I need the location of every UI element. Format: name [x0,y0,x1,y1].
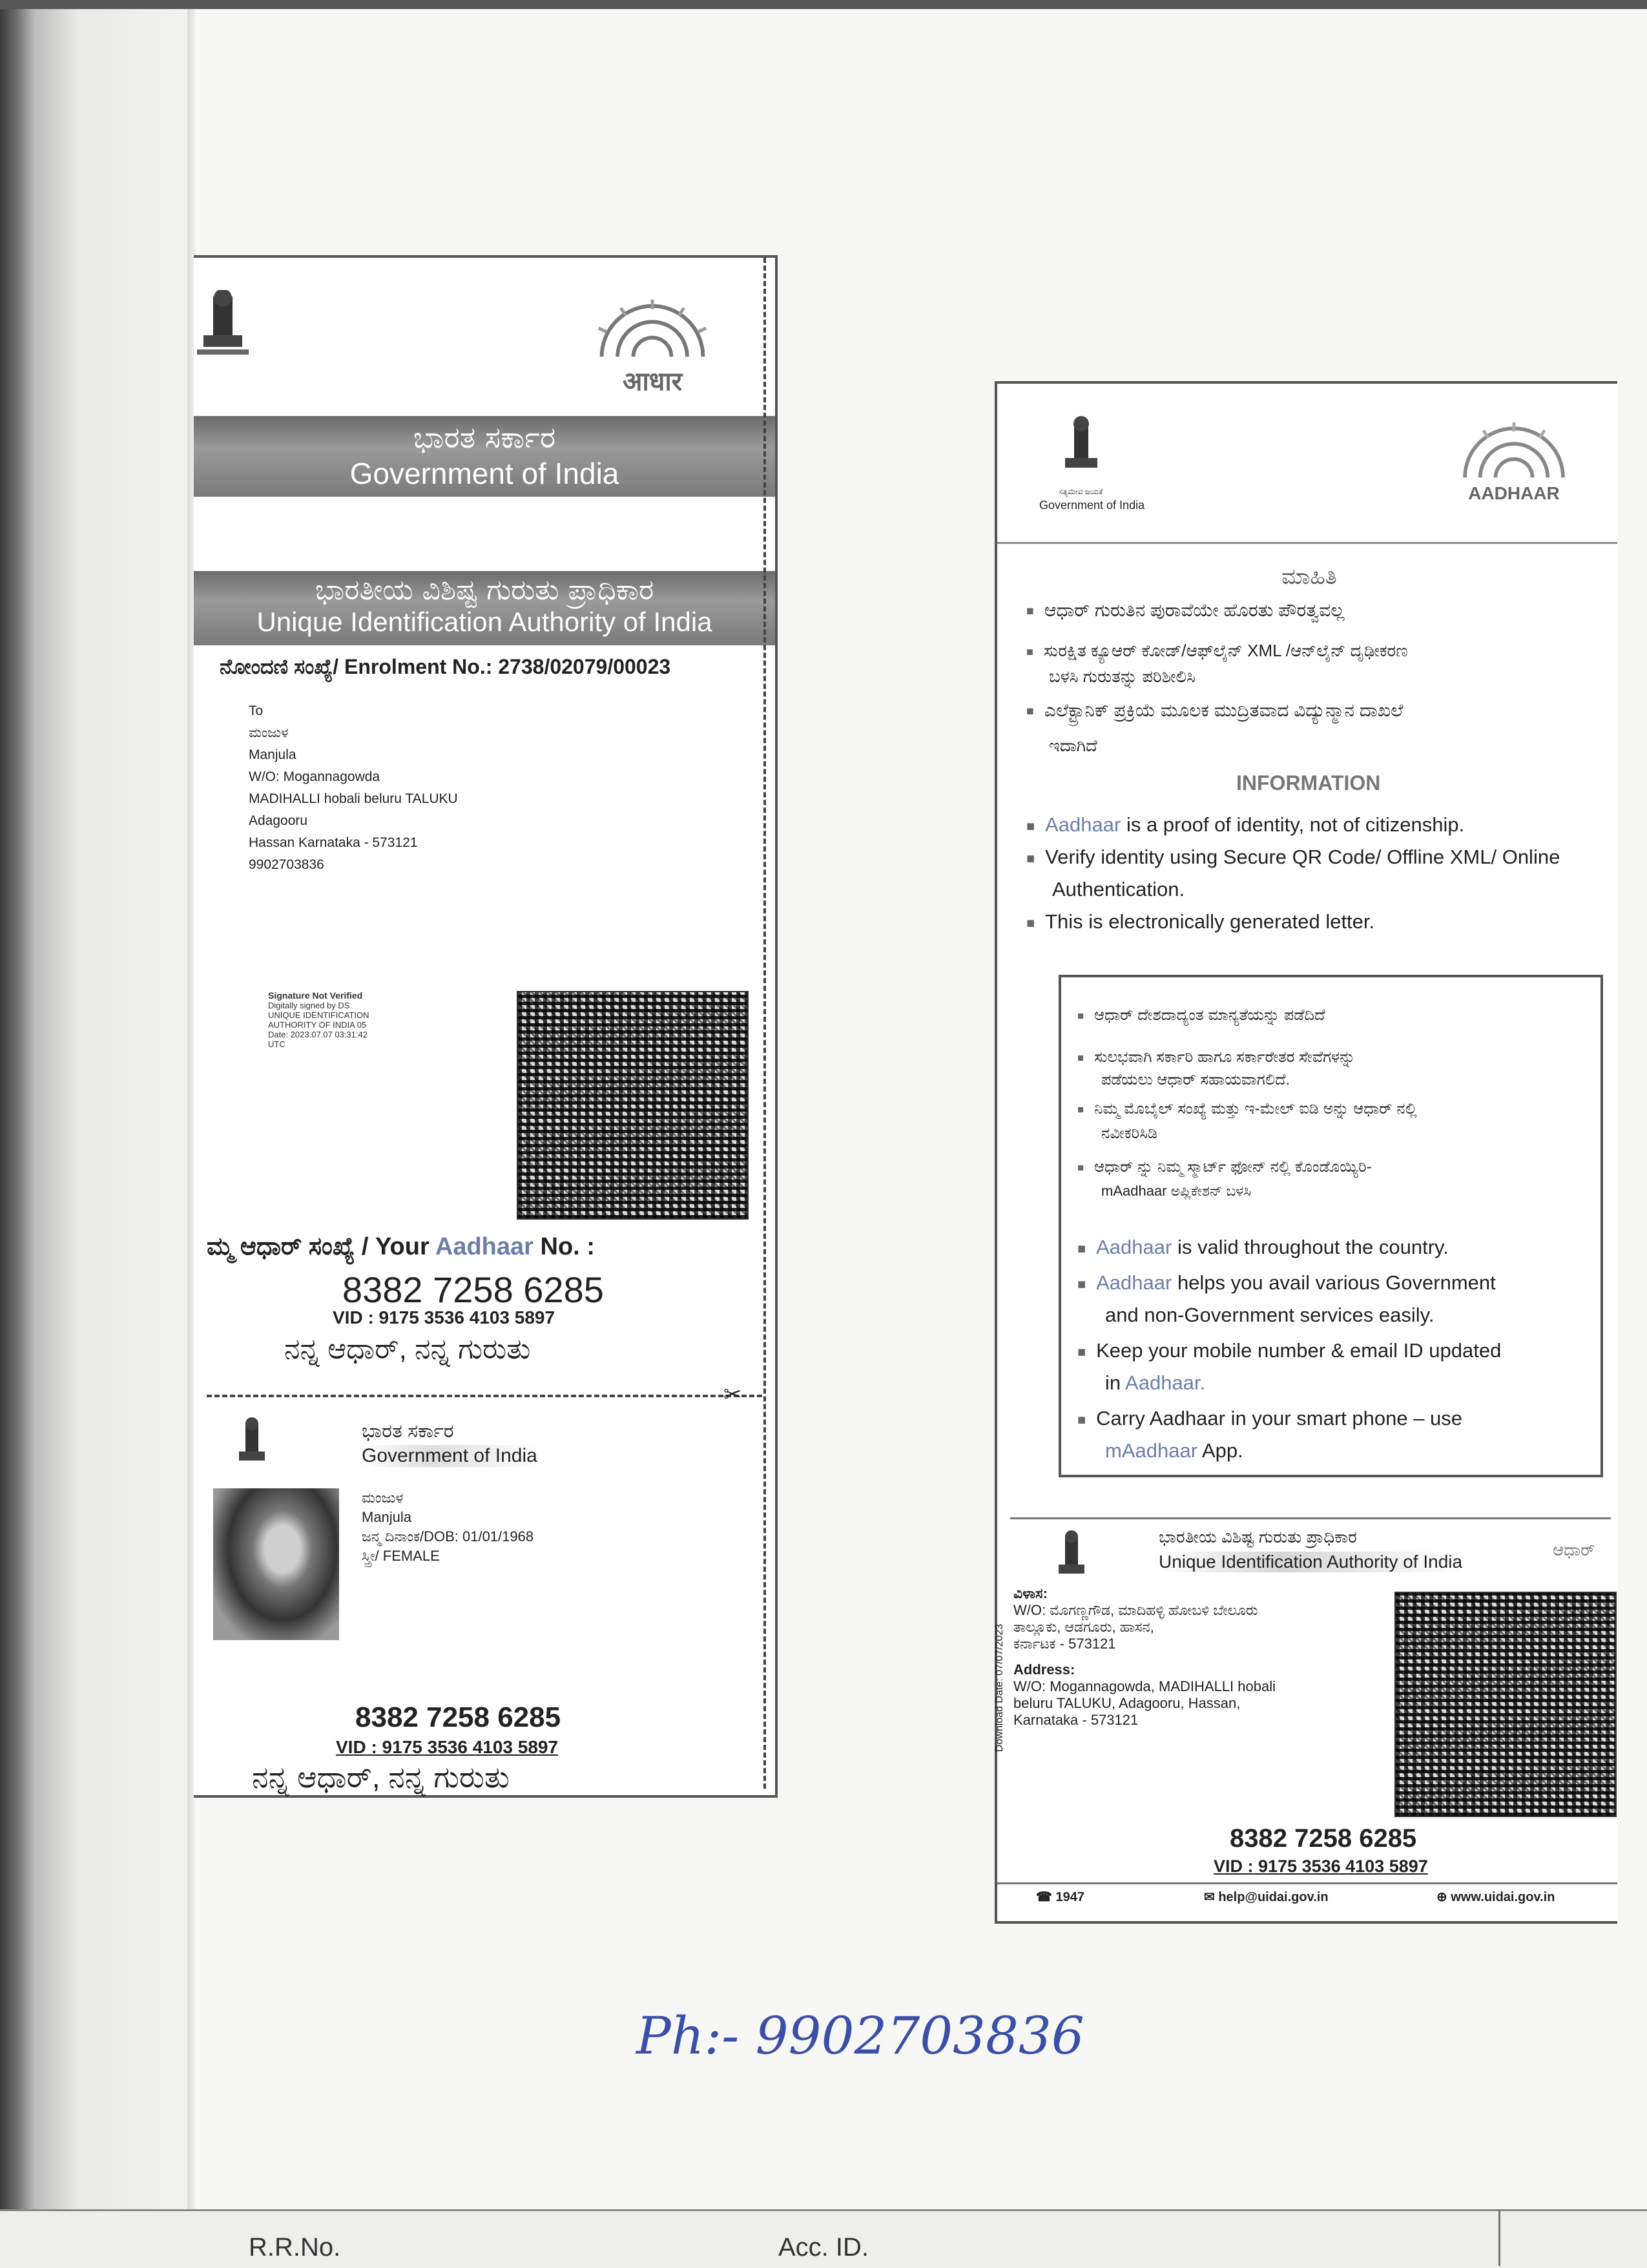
box-kn-0: ■ ಆಧಾರ್ ದೇಶದಾದ್ಯಂತ ಮಾನ್ಯತೆಯನ್ನು ಪಡೆದಿದೆ [1077,1006,1325,1025]
footer-email-value: help@uidai.gov.in [1218,1890,1329,1904]
addr-kn-2: ಕರ್ನಾಟಕ - 573121 [1013,1636,1116,1652]
info-en-0-brand: Aadhaar [1045,813,1121,836]
info-kn-4: ಇದಾಗಿದೆ [1049,736,1097,755]
right-aadhaar-logo [1436,419,1591,510]
card-name: Manjula [362,1509,412,1525]
right-qr-code [1394,1592,1617,1817]
addr-phone: 9902703836 [249,857,324,872]
aadhaar-logo [581,297,723,397]
gov-band [194,416,775,497]
sig-line3: AUTHORITY OF INDIA 05 [268,1020,367,1030]
box-en-2: and non-Government services easily. [1105,1304,1435,1326]
uidai-band [194,571,775,645]
right-emblem-icon [1059,416,1104,487]
info-en-title: INFORMATION [1236,771,1381,795]
card-tagline: ನನ್ನ ಆಧಾರ್, ನನ್ನ ಗುರುತು [252,1760,510,1794]
box-en-4-b: in [1105,1371,1126,1394]
right-card-logo-text: ಆಧಾರ್ [1553,1540,1595,1559]
right-aadhaar-letter [995,381,1617,1924]
box-en-5: ■ Carry Aadhaar in your smart phone – use [1077,1407,1462,1430]
card-gov-kn: ಭಾರತ ಸರ್ಕಾರ [362,1420,454,1442]
aadhaar-label-end: No. : [533,1233,595,1260]
card-gov-en: Government of India [362,1445,537,1466]
card-vid: VID : 9175 3536 4103 5897 [336,1737,559,1757]
aadhaar-label-kn: ಮ್ಮ ಆಧಾರ್ ಸಂಖ್ಯೆ [207,1233,355,1260]
uidai-en: Unique Identification Authority of India [256,607,712,637]
box-en-0 [1077,1236,1449,1259]
box-kn-2: ಪಡೆಯಲು ಆಧಾರ್ ಸಹಾಯವಾಗಲಿದೆ. [1101,1071,1290,1088]
footer-web [1436,1889,1555,1905]
info-kn-title: ಮಾಹಿತಿ [1281,565,1337,589]
addr-en-2: Karnataka - 573121 [1013,1712,1139,1728]
cut-line [207,1395,762,1397]
sig-line5: UTC [268,1039,285,1049]
addr-en-label: Address: [1013,1661,1075,1678]
info-kn-0: ■ ಆಧಾರ್ ಗುರುತಿನ ಪುರಾವೆಯೇ ಹೊರತು ಪೌರತ್ವವಲ್ಲ [1026,600,1345,621]
card-aadhaar-number: 8382 7258 6285 [355,1701,561,1733]
vid-number: VID : 9175 3536 4103 5897 [333,1307,555,1327]
right-card-address [1013,1585,1276,1729]
info-en-1: ■ Verify identity using Secure QR Code/ Offline XML/ Online [1026,846,1560,869]
right-card-uidai-en: Unique Identification Authority of India [1159,1552,1463,1572]
card-gender: ಸ್ತ್ರೀ/ FEMALE [362,1548,440,1564]
box-kn-3: ■ ನಿಮ್ಮ ಮೊಬೈಲ್ ಸಂಖ್ಯೆ ಮತ್ತು ಇ-ಮೇಲ್ ಐಡಿ ಅನ್ನು ಆಧಾರ್ ನಲ್ಲಿ [1077,1100,1417,1118]
box-en-1 [1077,1271,1496,1295]
right-card-vid: VID : 9175 3536 4103 5897 [1214,1857,1428,1876]
addr-kn-0: W/O: ಮೊಗಣ್ಣಗೌಡ, ಮಾದಿಹಳ್ಳಿ ಹೋಬಳಿ ಬೇಲೂರು [1013,1602,1258,1618]
card-dob: ಜನ್ಮ ದಿನಾಂಕ/DOB: 01/01/1968 [362,1528,534,1545]
info-kn-3: ■ ಎಲೆಕ್ಟ್ರಾನಿಕ್ ಪ್ರಕ್ರಿಯೆ ಮೂಲಕ ಮುದ್ರಿತವಾದ ವಿದ್ಯುನ್ಮಾನ ದಾಖಲೆ [1026,700,1403,722]
addr-line1: MADIHALLI hobali beluru TALUKU [249,791,458,806]
box-kn-6: mAadhaar ಅಪ್ಲಿಕೇಶನ್ ಬಳಸಿ [1101,1183,1251,1199]
footer-email [1204,1889,1329,1905]
footer-phone [1036,1889,1084,1905]
aadhaar-sun-icon [581,297,723,360]
box-kn-1: ■ ಸುಲಭವಾಗಿ ಸರ್ಕಾರಿ ಹಾಗೂ ಸರ್ಕಾರೇತರ ಸೇವೆಗಳನ್ನು [1077,1048,1355,1066]
sig-line4: Date: 2023.07.07 03:31:42 [268,1030,368,1039]
form-bottom-strip [0,2209,1647,2268]
right-card-uidai-kn: ಭಾರತೀಯ ವಿಶಿಷ್ಟ ಗುರುತು ಪ್ರಾಧಿಕಾರ [1159,1527,1357,1546]
globe-icon: ⊕ [1436,1890,1451,1904]
addr-to: To [249,703,264,718]
binder-shadow [0,0,194,2266]
info-kn-1: ■ ಸುರಕ್ಷಿತ ಕ್ಯೂಆರ್ ಕೋಡ್/ಆಫ್‌ಲೈನ್ XML /ಆನ್‌ಲೈನ್ ದೃಢೀಕರಣ [1026,641,1408,661]
aadhaar-label-brand: Aadhaar [435,1233,533,1260]
addr-en-1: beluru TALUKU, Adagooru, Hassan, [1013,1695,1241,1711]
footer-phone-value: 1947 [1055,1890,1084,1904]
info-en-0 [1026,813,1464,837]
box-en-4-c: Aadhaar. [1125,1371,1206,1394]
mail-icon: ✉ [1204,1890,1219,1904]
scissors-icon: ✂ [723,1382,742,1407]
sig-title: Signature Not Verified [268,990,363,1001]
signature-stamp [268,991,369,1049]
addr-line3: Hassan Karnataka - 573121 [249,835,418,850]
tagline: ನನ್ನ ಆಧಾರ್, ನನ್ನ ಗುರುತು [284,1333,531,1365]
info-en-3: ■ This is electronically generated letter. [1026,910,1374,933]
rr-no-label: R.R.No. [249,2233,341,2262]
national-emblem-icon [194,290,252,374]
box-en-0-b: is valid throughout the country. [1172,1236,1449,1258]
handwritten-phone: Ph:- 9902703836 [636,2006,1084,2066]
box-en-3: ■ Keep your mobile number & email ID updated [1077,1339,1501,1362]
acc-id-label: Acc. ID. [778,2233,869,2262]
addr-name-kn: ಮಂಜುಳ [249,725,289,740]
box-en-6-a: mAadhaar [1105,1439,1198,1462]
qr-code [517,991,749,1220]
cut-line-vertical [763,258,766,1789]
right-emblem-caption-kn: ಸತ್ಯಮೇವ ಜಯತೆ [1059,487,1103,496]
box-en-0-a: Aadhaar [1096,1236,1172,1258]
right-card-aadhaar-number: 8382 7258 6285 [1230,1824,1417,1853]
aadhaar-logo-text: आधार [622,367,683,397]
strip-divider [1498,2209,1500,2266]
box-en-6 [1105,1439,1243,1462]
addr-kn-label: ವಿಳಾಸ: [1013,1585,1048,1601]
box-en-1-a: Aadhaar [1096,1271,1172,1294]
footer-web-value: www.uidai.gov.in [1451,1890,1555,1904]
right-emblem-caption: Government of India [1039,499,1145,512]
card-photo [213,1488,339,1640]
card-details [362,1488,533,1566]
enrolment-number: ನೋಂದಣಿ ಸಂಖ್ಯೆ/ Enrolment No.: 2738/02079/00023 [220,655,671,678]
gov-kn: ಭಾರತ ಸರ್ಕಾರ [413,420,556,455]
right-card-emblem-icon [1052,1530,1091,1588]
right-aadhaar-sun-icon [1440,419,1588,481]
aadhaar-number: 8382 7258 6285 [342,1269,604,1310]
box-en-6-b: App. [1197,1439,1243,1462]
box-kn-4: ನವೀಕರಿಸಿಡಿ [1101,1125,1158,1142]
addr-relation: W/O: Mogannagowda [249,769,380,784]
left-aadhaar-letter [194,255,778,1798]
recipient-address [249,700,458,876]
info-kn-2: ಬಳಸಿ ಗುರುತನ್ನು ಪರಿಶೀಲಿಸಿ [1049,667,1196,686]
card-name-kn: ಮಂಜುಳ [362,1490,404,1506]
card-emblem-icon [233,1417,271,1479]
box-en-4 [1105,1371,1205,1395]
your-aadhaar-label [207,1233,595,1261]
addr-kn-1: ತಾಲ್ಲೂಕು, ಆಡಗೂರು, ಹಾಸನ, [1013,1619,1154,1635]
right-aadhaar-logo-text: AADHAAR [1468,483,1560,503]
addr-en-0: W/O: Mogannagowda, MADIHALLI hobali [1013,1678,1276,1694]
info-en-2: Authentication. [1052,878,1185,900]
box-kn-5: ■ ಆಧಾರ್ ನ್ನು ನಿಮ್ಮ ಸ್ಮಾರ್ಟ್ ಫೋನ್ ನಲ್ಲಿ ಕೊಂಡೊಯ್ಯಿರಿ- [1077,1158,1372,1176]
download-date: Download Date: 07/07/2023 [994,1623,1006,1753]
uidai-kn: ಭಾರತೀಯ ವಿಶಿಷ್ಟ ಗುರುತು ಪ್ರಾಧಿಕಾರ [315,574,654,607]
box-en-1-b: helps you avail various Government [1172,1271,1496,1294]
sig-line2: UNIQUE IDENTIFICATION [268,1010,369,1020]
info-en-0-rest: is a proof of identity, not of citizenship. [1121,813,1465,836]
addr-line2: Adagooru [249,813,308,828]
benefits-box [1059,975,1603,1477]
aadhaar-label-sep: / Your [355,1233,435,1260]
addr-name: Manjula [249,747,296,762]
gov-en: Government of India [349,457,619,490]
scan-top-edge [0,0,1647,9]
phone-icon: ☎ [1036,1890,1056,1904]
footer-rule [997,1882,1617,1884]
right-cut-line [1010,1517,1611,1519]
header-rule [997,542,1617,544]
sig-line1: Digitally signed by DS [268,1001,350,1010]
